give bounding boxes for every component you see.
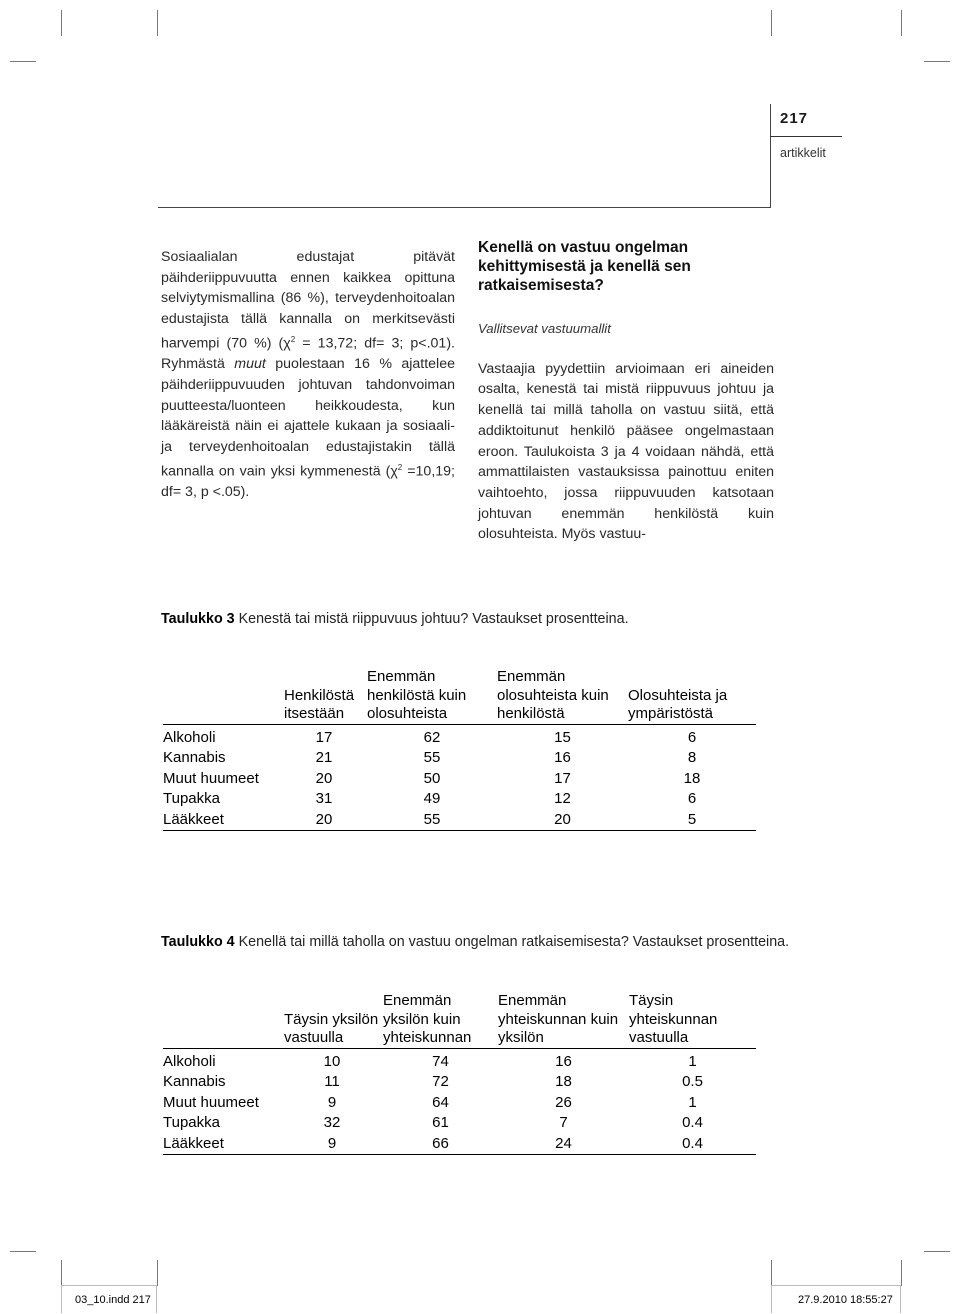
table4-caption: Taulukko 4 Kenellä tai millä taholla on vastuu ongelman ratkaisemisesta? Vastaukset prosentteina. (161, 934, 790, 950)
crop-mark (924, 1251, 950, 1252)
table-row: Kannabis 11 72 18 0.5 (163, 1073, 703, 1090)
left-paragraph: Sosiaalialan edustajat pitävät päihderiippuvuutta ennen kaikkea opittuna selviytymismallina (86 %), terveydenhoitoalan edustajista tällä kannalla on merkitsevästi harvempi (70 %) ($\chi^2 = 13,72$; df= 3; p<.01). Ryhmästä muut puolestaan 16 % ajattelee päihderiippuvuuden johtuvan tahdonvoiman puutteesta/luonteen heikkoudesta, kun lääkäreistä näin ei ajattele kukaan ja sosiaali- ja terveydenhoitoalan edustajistakin tällä kannalla on vain yksi kymmenestä ($\chi^2 =10,19$; df= 3, p <.05). (161, 249, 455, 501)
table-row: Tupakka 31 49 12 6 (163, 790, 697, 807)
table-header-cell: Olosuhteista ja ympäristöstä (628, 686, 728, 722)
crop-mark (901, 10, 902, 36)
section-heading: Kenellä on vastuu ongelman kehittymisestä ja kenellä sen ratkaisemisesta? (478, 239, 691, 294)
crop-mark (901, 1260, 902, 1286)
table3-caption: Taulukko 3 Kenestä tai mistä riippuvuus johtuu? Vastaukset prosentteina. (161, 611, 629, 627)
table-header-cell (163, 668, 281, 724)
table-header-cell: Enemmän yhteiskunnan kuin yksilön (498, 992, 619, 1046)
table4 (163, 992, 756, 1155)
table-header-cell: Henkilöstä itsestään (284, 686, 355, 722)
slug-timestamp: 27.9.2010 18:55:27 (771, 1285, 901, 1313)
header-rule-horizontal (158, 207, 771, 208)
right-column (478, 238, 774, 545)
crop-mark (157, 1260, 158, 1286)
table-row: Tupakka 32 61 7 0.4 (163, 1114, 703, 1131)
subheading: Vallitsevat vastuumallit (478, 321, 611, 336)
page-number: 217 (770, 110, 842, 137)
table-header-cell: Täysin yhteiskunnan vastuulla (629, 992, 718, 1046)
crop-mark (61, 1260, 62, 1286)
table3 (163, 668, 756, 831)
table-row: Muut huumeet 20 50 17 18 (163, 769, 701, 787)
table-row: Alkoholi 10 74 16 1 (163, 1052, 697, 1070)
crop-mark (771, 10, 772, 36)
crop-mark (924, 61, 950, 62)
table-header-cell: Enemmän henkilöstä kuin olosuhteista (367, 668, 467, 722)
table-header-row (163, 668, 756, 724)
crop-mark (10, 1251, 36, 1252)
table-row: Muut huumeet 9 64 26 1 (163, 1093, 697, 1111)
section-label: artikkelit (780, 146, 826, 160)
left-column (161, 247, 455, 503)
table-row: Lääkkeet 20 55 20 5 (163, 810, 756, 831)
running-header (770, 110, 842, 160)
crop-mark (157, 10, 158, 36)
crop-mark (10, 61, 36, 62)
table-header-cell (163, 992, 281, 1048)
table-header-row (163, 992, 756, 1048)
crop-mark (61, 10, 62, 36)
table-header-cell: Täysin yksilön vastuulla (284, 1010, 379, 1046)
right-paragraph: Vastaajia pyydettiin arvioimaan eri aineiden osalta, kenestä tai mistä riippuvuus johtuu ja kenellä tai millä taholla on vastuu siitä, että addiktoitunut henkilö pääsee ongelmastaan eroon. Taulukoista 3 ja 4 voidaan nähdä, että ammattilaisten vastauksissa painottuu eniten vaihtoehto, jossa riippuvuuden katsotaan johtuvan enemmän henkilöstä kuin olosuhteista. Myös vastuu- (478, 360, 774, 543)
table-header-cell: Enemmän olosuhteista kuin henkilöstä (497, 668, 609, 722)
table-row: Kannabis 21 55 16 8 (163, 749, 697, 766)
slug-file: 03_10.indd 217 (61, 1285, 157, 1313)
table-row: Lääkkeet 9 66 24 0.4 (163, 1134, 756, 1155)
crop-mark (771, 1260, 772, 1286)
table-header-cell: Enemmän yksilön kuin yhteiskunnan (383, 992, 472, 1046)
table-row: Alkoholi 17 62 15 6 (163, 728, 697, 746)
